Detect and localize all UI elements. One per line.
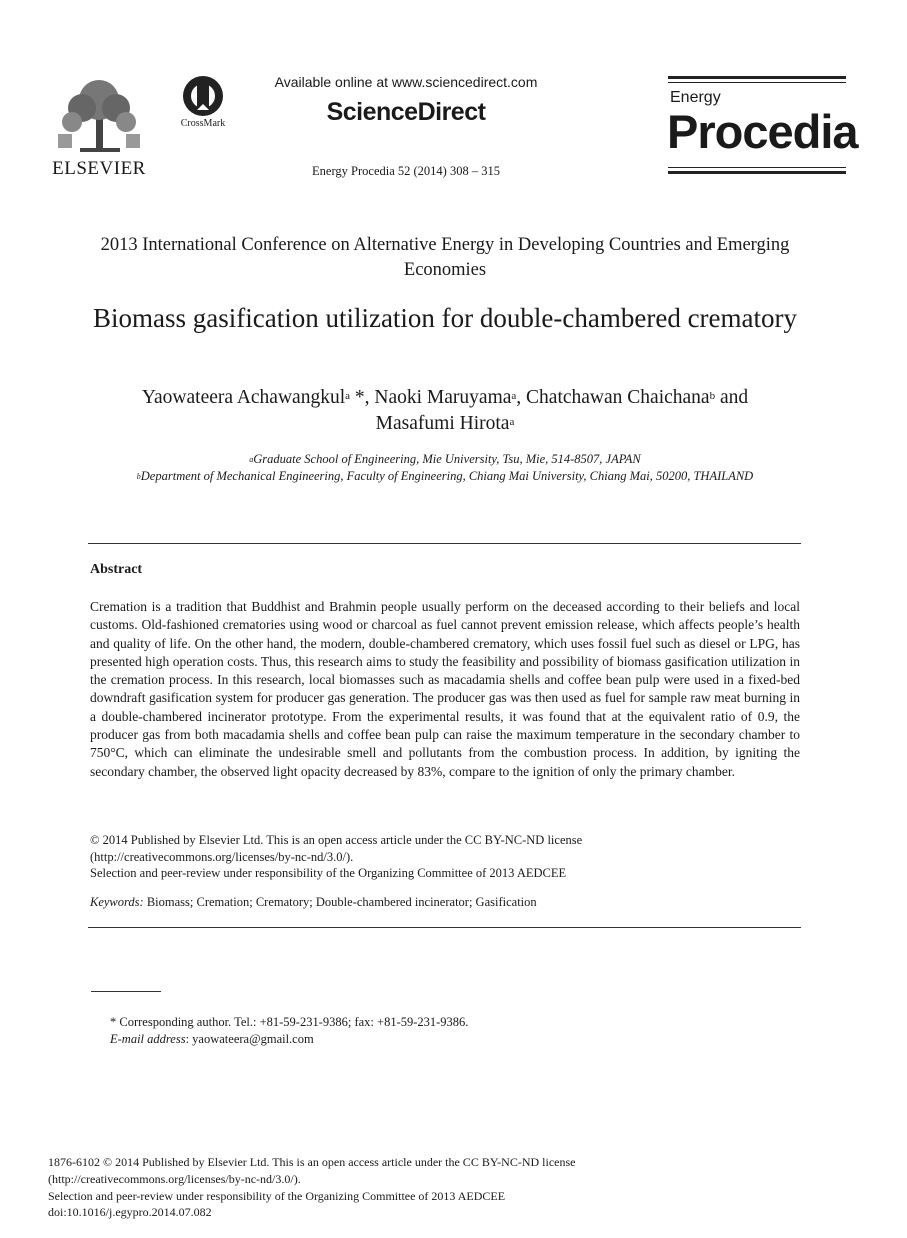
corresponding-author: * Corresponding author. Tel.: +81-59-231-9386; fax: +81-59-231-9386. xyxy=(110,1015,469,1029)
affiliations xyxy=(90,451,800,485)
affiliation-line xyxy=(90,468,800,485)
keywords-list: Biomass; Cremation; Crematory; Double-chambered incinerator; Gasification xyxy=(143,895,537,909)
brand-rule xyxy=(668,76,846,79)
elsevier-tree-logo xyxy=(52,74,146,156)
keywords-label: Keywords: xyxy=(90,895,144,909)
section-divider xyxy=(88,543,801,544)
author-affiliation-mark: a xyxy=(509,416,515,428)
brand-rule xyxy=(668,171,846,174)
journal-brand-energy: Energy xyxy=(670,89,721,106)
bottom-license xyxy=(48,1154,808,1221)
license-link[interactable]: (http://creativecommons.org/licenses/by-nc-nd/3.0/). xyxy=(48,1171,301,1186)
license-link[interactable]: (http://creativecommons.org/licenses/by-nc-nd/3.0/). xyxy=(90,849,354,864)
crossmark-label: CrossMark xyxy=(180,118,226,129)
journal-reference: Energy Procedia 52 (2014) 308 – 315 xyxy=(312,164,500,178)
journal-brand-procedia: Procedia xyxy=(667,105,858,158)
author-separator: and xyxy=(715,387,749,408)
author-list xyxy=(90,385,800,437)
author-name[interactable]: Chatchawan Chaichana xyxy=(526,387,710,408)
affiliation-mark: a xyxy=(249,455,254,464)
keywords xyxy=(90,895,800,910)
license-line: 1876-6102 © 2014 Published by Elsevier Ltd. This is an open access article under the CC BY-NC-ND license xyxy=(48,1155,576,1169)
affiliation-mark: b xyxy=(136,472,141,481)
footnote-divider xyxy=(91,991,161,992)
brand-rule xyxy=(668,167,846,168)
conference-name: 2013 International Conference on Alternative Energy in Developing Countries and Emerging Economies xyxy=(100,235,790,280)
paper-title: Biomass gasification utilization for double-chambered crematory xyxy=(92,303,798,333)
license-block xyxy=(90,832,800,882)
email-address[interactable]: : yaowateera@gmail.com xyxy=(185,1032,314,1046)
license-line: Selection and peer-review under responsibility of the Organizing Committee of 2013 AEDCEE xyxy=(90,866,567,880)
author-affiliation-mark: a xyxy=(511,390,517,402)
abstract-body: Cremation is a tradition that Buddhist and Brahmin people usually perform on the deceased according to their beliefs and local customs. Old-fashioned crematories using wood or charcoal as fuel cannot prevent emission release, which affects people’s health and quality of life. On the other hand, the modern, double-chambered crematory, which uses fossil fuel such as diesel or LPG, has presented high operation costs. Thus, this research aims to study the feasibility and possibility of biomass gasification utilization in the cremation process. In this research, local biomasses such as macadamia shells and coffee bean pulp were used in a fixed-bed downdraft gasification system for producer gas generation. The producer gas was then used as fuel for sample raw meat burning in a double-chambered incinerator prototype. From the experimental results, it was found that at the equivalent ratio of 0.9, the producer gas from both macadamia shells and coffee bean pulp can raise the maximum temperature in the secondary chamber to 750°C, which can eliminate the undesirable smell and pollutants from the combustion process. In addition, by igniting the secondary chamber, the observed light opacity decreased by 83%, compare to the ignition of only the primary chamber. xyxy=(90,599,800,779)
email-label: E-mail address xyxy=(110,1032,186,1046)
author-affiliation-mark: a xyxy=(345,390,351,402)
elsevier-wordmark: ELSEVIER xyxy=(52,158,146,179)
author-affiliation-mark: b xyxy=(709,390,716,402)
sciencedirect-logo: ScienceDirect xyxy=(326,98,486,126)
affiliation-text: Graduate School of Engineering, Mie University, Tsu, Mie, 514-8507, JAPAN xyxy=(253,452,641,466)
affiliation-text: Department of Mechanical Engineering, Faculty of Engineering, Chiang Mai University, Chiang Mai, 50200, THAILAND xyxy=(140,469,754,483)
crossmark-icon[interactable] xyxy=(178,74,228,118)
footnote xyxy=(110,1014,800,1048)
abstract-heading: Abstract xyxy=(90,562,143,577)
license-line: Selection and peer-review under responsibility of the Organizing Committee of 2013 AEDCEE xyxy=(48,1188,506,1203)
affiliation-line xyxy=(90,451,800,468)
section-divider xyxy=(88,927,801,928)
doi[interactable]: doi:10.1016/j.egypro.2014.07.082 xyxy=(48,1205,212,1220)
email-line xyxy=(110,1031,800,1048)
author-separator: *, xyxy=(350,387,375,408)
author-separator: , xyxy=(516,387,527,408)
license-line: © 2014 Published by Elsevier Ltd. This is an open access article under the CC BY-NC-ND license xyxy=(90,833,583,847)
brand-rule xyxy=(668,82,846,83)
author-name[interactable]: Yaowateera Achawangkul xyxy=(141,387,346,408)
author-name[interactable]: Masafumi Hirota xyxy=(375,413,510,434)
available-online-text: Available online at www.sciencedirect.com xyxy=(274,74,538,90)
author-name[interactable]: Naoki Maruyama xyxy=(374,387,512,408)
